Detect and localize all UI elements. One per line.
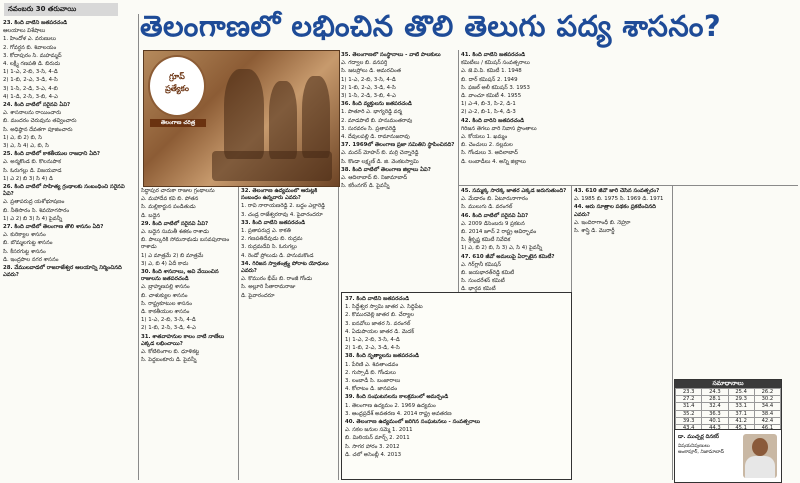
answer-option: సి. సుందరేశన్ కమిటీ bbox=[461, 278, 505, 285]
answer-option: డి. భార్గవ కమిటీ bbox=[461, 286, 496, 293]
question-text: 37. కింది వాటిని జతపరచండి bbox=[345, 296, 410, 302]
question-column-7 bbox=[574, 188, 670, 376]
answer-option: 1) ఎ మాత్రమే 2) బి మాత్రమే bbox=[141, 252, 204, 259]
answer-option: సి. కరీంనగర్ డి. పైవన్నీ bbox=[341, 183, 390, 190]
answer-option: బి. మందరం చెరువును తవ్వించారు bbox=[3, 118, 77, 125]
answer-option: ఎ. ఆదిలాబాద్ బి. నిజామాబాద్ bbox=[341, 175, 408, 182]
answer-option: 3. చండ్ర రాజేశ్వరరావు 4. పైవారందరూ bbox=[241, 211, 323, 218]
answer-option: 4. ఏడుపాయల జాతర డి. మెదక్ bbox=[345, 328, 415, 335]
question-text: 39. కింది సంఘటనలను కాలక్రమంలో అమర్చండి bbox=[345, 394, 449, 401]
answer-option: సి. ఓరుగల్లు డి. విజయవాడ bbox=[3, 167, 62, 174]
answer-option: ఎ. 1985 బి. 1975 సి. 1969 డి. 1971 bbox=[574, 196, 664, 203]
answer-option: ఎ. ప్రతాపరుద్ర యశోభూషణం bbox=[3, 199, 65, 206]
answer-option: సి. శాస్త్రి డి. మొరార్జీ bbox=[574, 228, 615, 235]
answer-option: డి. లంబాడీలు 4. అన్ని జిల్లాలు bbox=[461, 158, 526, 165]
page-headline: తెలంగాణలో లభించిన తొలి తెలుగు పద్య శాసనం? bbox=[140, 9, 722, 43]
answer-option: 3. రుద్రమదేవి సి. ఓరుగల్లు bbox=[241, 244, 297, 251]
answer-option: ఎ. బ్రాహ్మణపల్లి శాసనం bbox=[141, 284, 190, 291]
answer-option: ఆలయాలు విశేషాలు bbox=[3, 28, 46, 35]
answer-cell: 36.3 bbox=[702, 410, 728, 417]
answer-option: సి. కొండా లక్ష్మణ్ డి. జి. వెంకటస్వామి bbox=[341, 158, 419, 165]
answer-option: కమిటీలు / కమిషన్ సంవత్సరాలు bbox=[461, 60, 530, 67]
answer-cell: 28.1 bbox=[702, 396, 728, 403]
answer-option: 2) 1-బి, 2-ఎ, 3-డి, 4-సి bbox=[345, 345, 400, 352]
answer-option: 3) 1-సి, 2-డి, 3-ఎ, 4-బి bbox=[3, 85, 58, 92]
answer-option: బి. చెంచులు 2. నల్లమల bbox=[461, 142, 513, 149]
answer-row bbox=[676, 389, 781, 396]
answer-cell: 41.2 bbox=[728, 417, 754, 424]
answer-option: ఎ. గద్వాల బి. వనపర్తి bbox=[341, 60, 388, 67]
matching-questions-box bbox=[341, 292, 572, 480]
answer-option: సి. రాష్ట్రకూటుల శాసనం bbox=[141, 300, 192, 307]
answer-option: బి. పాల్కురికి సోమనాథుడు బసవపురాణం రాశాడు bbox=[141, 237, 230, 251]
question-column-4 bbox=[341, 52, 456, 292]
question-text: 34. గిరిజన స్వాతంత్ర్య పోరాట యోధులు ఎవరు? bbox=[241, 260, 329, 275]
answer-option: ఎ. మేడారం బి. ఏటూరునాగారం bbox=[461, 196, 528, 203]
answer-cell: 34.4 bbox=[754, 403, 780, 410]
answer-option: 4. రెండో ప్రోలుడు డి. హనుమకొండ bbox=[241, 252, 314, 259]
answer-option: 1) 1-ఎ, 2-బి, 3-సి, 4-డి bbox=[141, 317, 196, 324]
answer-option: సి. గోండులు 3. ఆదిలాబాద్ bbox=[461, 150, 518, 157]
answer-cell: 42.4 bbox=[754, 417, 780, 424]
answer-row bbox=[676, 410, 781, 417]
answer-row bbox=[676, 396, 781, 403]
answer-option: డి. వాంచూ కమిటీ 4. 1955 bbox=[461, 93, 522, 100]
question-text: 38. కింది వాటిలో తెలంగాణ జిల్లాలు ఏవి? bbox=[341, 166, 431, 173]
answer-cell: 29.3 bbox=[728, 396, 754, 403]
answer-option: డి. ఇంద్రపాల నగర శాసనం bbox=[3, 256, 59, 263]
question-text: 26. కింది వాటిలో సాహిత్య గ్రంథాలకు సంబంధించి సరైనవి ఏవి? bbox=[3, 184, 125, 198]
column-divider bbox=[138, 14, 139, 480]
answer-key-table bbox=[675, 388, 781, 432]
section-divider bbox=[458, 185, 798, 186]
answer-option: 2) 1-బి, 2-సి, 3-డి, 4-ఎ bbox=[141, 325, 196, 332]
question-text: 43. 610 జీవో జారీ చేసిన సంవత్సరం? bbox=[574, 188, 660, 194]
answer-option: బి. 2014 జూన్ 2 రాష్ట్ర ఆవిర్భావం bbox=[461, 229, 537, 236]
answer-cell: 24.3 bbox=[702, 389, 728, 396]
answer-cell: 40.1 bbox=[702, 417, 728, 424]
answer-option: డి. చలో అసెంబ్లీ 4. 2013 bbox=[345, 451, 402, 458]
answer-option: 3) ఎ, సి 4) ఎ, బి, సి bbox=[3, 143, 49, 150]
answer-option: 2) 1-బి, 2-ఎ, 3-డి, 4-సి bbox=[3, 77, 58, 84]
answer-cell: 37.1 bbox=[728, 410, 754, 417]
answer-option: బి. జయభారత్‌రెడ్డి కమిటీ bbox=[461, 270, 515, 277]
answer-option: 1) ఎ, బి 2) బి, సి bbox=[3, 134, 42, 141]
answer-option: బి. మిలియన్ మార్చ్ 2. 2011 bbox=[345, 435, 410, 442]
answer-key bbox=[674, 379, 782, 431]
question-text: 35. తెలంగాణలో సంస్థానాలు - వాటి పాలకులు bbox=[341, 52, 441, 58]
answer-option: 3. సురవరం సి. ప్రతాపరెడ్డి bbox=[341, 125, 396, 132]
author-designation: విషయనిపుణులు అంకాపూర్, నిజామాబాద్ bbox=[678, 444, 724, 456]
author-photo bbox=[743, 434, 777, 478]
answer-option: 1) ఎ 2) బి 3) సి 4) డి bbox=[3, 175, 53, 182]
question-column-5 bbox=[461, 52, 796, 183]
telangana-history-caption: తెలంగాణ చరిత్ర bbox=[150, 119, 206, 127]
answer-option: ఎ. మదన్ మోహన్ బి. మర్రి చెన్నారెడ్డి bbox=[341, 150, 419, 157]
answer-option: బి. నీతిసారం సి. శివయోగసారం bbox=[3, 207, 70, 214]
column-divider bbox=[238, 185, 239, 480]
answer-cell: 30.2 bbox=[754, 396, 780, 403]
answer-option: 1. సిద్ధేశ్వర స్వామి జాతర ఎ. సిద్ధిపేట bbox=[345, 304, 423, 311]
answer-cell: 27.2 bbox=[676, 396, 702, 403]
answer-option: 1) 1-ఎ, 2-బి, 3-సి, 4-డి bbox=[3, 69, 58, 76]
answer-option: ఎ. 2009 డిసెంబరు 9 ప్రకటన bbox=[461, 220, 525, 227]
question-text: 36. కింది వ్యక్తులను జతపరచండి bbox=[341, 101, 412, 108]
question-text: 25. కింది వాటిలో కాకతీయుల రాజధాని ఏది? bbox=[3, 151, 100, 158]
answer-option: ఎ. బద్దెన సుమతీ శతకం రాశాడు bbox=[141, 229, 209, 236]
answer-option: 1. ప్రతాపరుద్ర ఎ. కాకతి bbox=[241, 228, 291, 235]
answer-option: 1) ఎ-4, బి-3, సి-2, డి-1 bbox=[461, 101, 516, 108]
answer-row bbox=[676, 403, 781, 410]
answer-option: ఎ. కోటిలింగాల బి. ధూళికట్ట bbox=[141, 349, 200, 356]
answer-option: 3) 1-సి, 2-డి, 3-బి, 4-ఎ bbox=[341, 93, 396, 100]
question-text: 30. కింది శాసనాలు, అవి వేయించిన రాజులను జతపరచండి bbox=[141, 269, 219, 283]
answer-option: 1) 1-ఎ, 2-బి, 3-సి, 4-డి bbox=[345, 337, 400, 344]
answer-cell: 23.3 bbox=[676, 389, 702, 396]
question-text: 46. కింది వాటిలో సరైనవి ఏవి? bbox=[461, 212, 529, 219]
answer-option: 3. లంబాడీ సి. బంజారాలు bbox=[345, 378, 401, 385]
answer-option: 3. ఐనవోలు జాతర సి. వరంగల్ bbox=[345, 320, 411, 327]
answer-option: 4) 1-డి, 2-సి, 3-బి, 4-ఎ bbox=[3, 93, 58, 100]
answer-option: సి. పెద్దబంకూరు డి. పైవన్నీ bbox=[141, 357, 197, 364]
answer-cell: 39.3 bbox=[676, 417, 702, 424]
answer-option: 1) ఎ, బి 2) బి, సి 3) ఎ, సి 4) పైవన్నీ bbox=[461, 245, 543, 252]
answer-option: ఎ. మహాదేవ కవి బి. పోతన bbox=[141, 196, 199, 203]
question-text: 40. తెలంగాణ ఉద్యమంలో జరిగిన సంఘటనలు - సంవత్సరాలు bbox=[345, 419, 481, 426]
answer-cell: 33.1 bbox=[728, 403, 754, 410]
answer-option: 4. కోలాటం డి. జానపదం bbox=[345, 386, 398, 393]
answer-option: డి. బద్దెన bbox=[141, 212, 161, 219]
answer-option: 1) 1-ఎ, 2-బి, 3-సి, 4-డి bbox=[341, 76, 396, 83]
answer-option: 3. ఆంధ్రప్రదేశ్ అవతరణ 4. 2014 రాష్ట్ర అవతరణ bbox=[345, 410, 452, 417]
answer-cell: 31.4 bbox=[676, 403, 702, 410]
answer-option: 1) ఎ 2) బి 3) సి 4) పైవన్నీ bbox=[3, 215, 63, 222]
question-text: 41. కింది వాటిని జతపరచండి bbox=[461, 52, 526, 58]
answer-option: ఎ. ఇందిరాగాంధీ బి. నెహ్రూ bbox=[574, 219, 631, 226]
answer-option: బి. బొమ్మలగుట్ట శాసనం bbox=[3, 240, 53, 247]
answer-option: సి. అల్లూరి సీతారామరాజు bbox=[241, 284, 296, 291]
question-text: 42. కింది వారిని జతపరచండి bbox=[461, 117, 525, 124]
answer-option: 2) 1-బి, 2-ఎ, 3-డి, 4-సి bbox=[341, 84, 396, 91]
answer-option: డి. పైవారందరూ bbox=[241, 292, 275, 299]
answer-option: 1. పాతూరి ఎ. భాగ్యరెడ్డి వర్మ bbox=[341, 109, 402, 116]
answer-option: సి. మల్లికార్జున పండితుడు bbox=[141, 204, 196, 211]
answer-option: ఎ. అన్మకొండ బి. కొలనుపాక bbox=[3, 159, 61, 166]
question-text: 38. కింది నృత్యాలను జతపరచండి bbox=[345, 353, 420, 360]
answer-option: 2) ఎ-2, బి-1, సి-4, డి-3 bbox=[461, 109, 516, 116]
question-column-2 bbox=[141, 188, 236, 480]
answer-option: 1. పేరిణి ఎ. శివతాండవం bbox=[345, 361, 399, 368]
answer-option: ఎ. జె.వి.పి. కమిటీ 1. 1948 bbox=[461, 68, 522, 75]
answer-option: 2. కొమురవెల్లి జాతర బి. చేర్యాల bbox=[345, 312, 414, 319]
answer-option: ఎ. కురిక్యాల శాసనం bbox=[3, 232, 46, 239]
question-text: 27. కింది వాటిలో తెలంగాణ తొలి శాసనం ఏది? bbox=[3, 224, 104, 231]
question-text: 32. తెలంగాణ ఉద్యమంలో ఆరుట్లకి సంబంధం ఉన్నవారు ఎవరు? bbox=[241, 188, 318, 202]
answer-cell: 35.2 bbox=[676, 410, 702, 417]
answer-option: 4. దేవులపల్లి డి. రామానుజరావు bbox=[341, 134, 410, 141]
question-text: 31. శాతవాహనుల కాలం నాటి నాణేలు ఎక్కడ లభించాయి? bbox=[141, 333, 225, 347]
answer-option: ఎ. కోయలు 1. ఖమ్మం bbox=[461, 134, 508, 141]
answer-option: సి. జటప్రోలు డి. అమరచింత bbox=[341, 68, 401, 75]
answer-option: 3) ఎ, బి 4) ఏదీ కాదు bbox=[141, 260, 189, 267]
question-column-1 bbox=[3, 20, 136, 480]
answer-option: ఎ. శాసనాలను రాయించారు bbox=[3, 110, 62, 117]
answer-cell: 38.4 bbox=[754, 410, 780, 417]
author-card bbox=[674, 429, 782, 483]
answer-option: 1. తెలంగాణ ఉద్యమం 2. 1969 ఉద్యమం bbox=[345, 402, 436, 409]
answer-option: 4. లక్ష్మీ గణపతి డి. బిరుదు bbox=[3, 61, 61, 68]
answer-key-title: సమాధానాలు bbox=[675, 380, 781, 388]
answer-option: సి. ములుగు డి. వరంగల్ bbox=[461, 204, 513, 211]
answer-option: బి. దార్ కమిషన్ 2. 1949 bbox=[461, 76, 518, 83]
question-text: 28. వేములవాడలో రాజరాజేశ్వర ఆలయాన్ని నిర్మించినది ఎవరు? bbox=[3, 265, 122, 279]
column-divider bbox=[672, 185, 673, 480]
group-special-badge: గ్రూప్ ప్రత్యేకం bbox=[148, 55, 206, 117]
answer-option: 2. గణపతిదేవుడు బి. రుద్రమ bbox=[241, 236, 303, 243]
author-name: డా. ముచ్చర్ల దినకర్ bbox=[678, 434, 719, 440]
answer-row bbox=[676, 417, 781, 424]
answer-option: 1. హిందోళ ఎ. వరుణులు bbox=[3, 36, 56, 43]
question-text: 44. ఆరు సూత్రాల పథకం ప్రకటించినది ఎవరు? bbox=[574, 204, 656, 218]
question-text: 24. కింది వాటిలో సరైనవి ఏవి? bbox=[3, 102, 71, 109]
answer-option: 2. మాడపాటి బి. హనుమంతరావు bbox=[341, 117, 413, 124]
answer-option: ఎ. గిర్‌గ్లానీ కమిషన్ bbox=[461, 261, 502, 268]
question-text: 45. సమ్మక్క సారక్క జాతర ఎక్కడ జరుగుతుంది? bbox=[461, 188, 567, 194]
answer-option: 2. గోవర్ధన బి. శివాలయం bbox=[3, 44, 57, 51]
answer-option: 3. కోదాపురం సి. మహమ్మద్ bbox=[3, 52, 62, 59]
question-text: 33. కింది వాటిని జతపరచండి bbox=[241, 219, 306, 226]
answer-option: సి. శ్రీకృష్ణ కమిటీ నివేదిక bbox=[461, 237, 511, 244]
answer-option: 1. రావి నారాయణరెడ్డి 2. బద్దం ఎల్లారెడ్డి bbox=[241, 203, 326, 210]
question-column-3 bbox=[241, 188, 336, 480]
answer-option: సి. సాగర హారం 3. 2012 bbox=[345, 443, 400, 450]
answer-cell: 25.4 bbox=[728, 389, 754, 396]
question-text: 47. 610 జీవో అమలుపై ఏర్పాటైన కమిటీ? bbox=[461, 253, 555, 260]
question-text: 23. కింది వాటిని జతపరచండి bbox=[3, 20, 68, 26]
answer-option: ఎ. కొమురం భీమ్ బి. రాంజీ గోండు bbox=[241, 276, 313, 283]
continuation-banner: నవంబరు 30 తరువాయి bbox=[4, 3, 118, 16]
answer-option: సి. కీసరగుట్ట శాసనం bbox=[3, 248, 46, 255]
answer-option: సి. అధిష్ఠాన దేవతగా పూజించారు bbox=[3, 126, 73, 133]
answer-option: బి. చాళుక్యుల శాసనం bbox=[141, 292, 188, 299]
question-text: 37. 1969లో తెలంగాణ ప్రజా సమితిని స్థాపించినది? bbox=[341, 142, 455, 149]
answer-option: సి. ఫజల్ అలీ కమిషన్ 3. 1953 bbox=[461, 84, 530, 91]
answer-cell: 26.2 bbox=[754, 389, 780, 396]
answer-option: గిరిజన తెగలు వారి నివాస ప్రాంతాలు bbox=[461, 125, 537, 132]
answer-option: 2. గుస్సాడీ బి. గోండులు bbox=[345, 369, 396, 376]
answer-option: ఎ. సకల జనుల సమ్మె 1. 2011 bbox=[345, 427, 413, 434]
answer-option: సిద్ధాపుర చారుకా రాజుల గ్రంథాలను bbox=[141, 188, 215, 194]
question-text: 29. కింది వాటిలో సరైనవి ఏవి? bbox=[141, 220, 209, 227]
answer-cell: 32.4 bbox=[702, 403, 728, 410]
answer-option: డి. కాకతీయుల శాసనం bbox=[141, 309, 190, 316]
